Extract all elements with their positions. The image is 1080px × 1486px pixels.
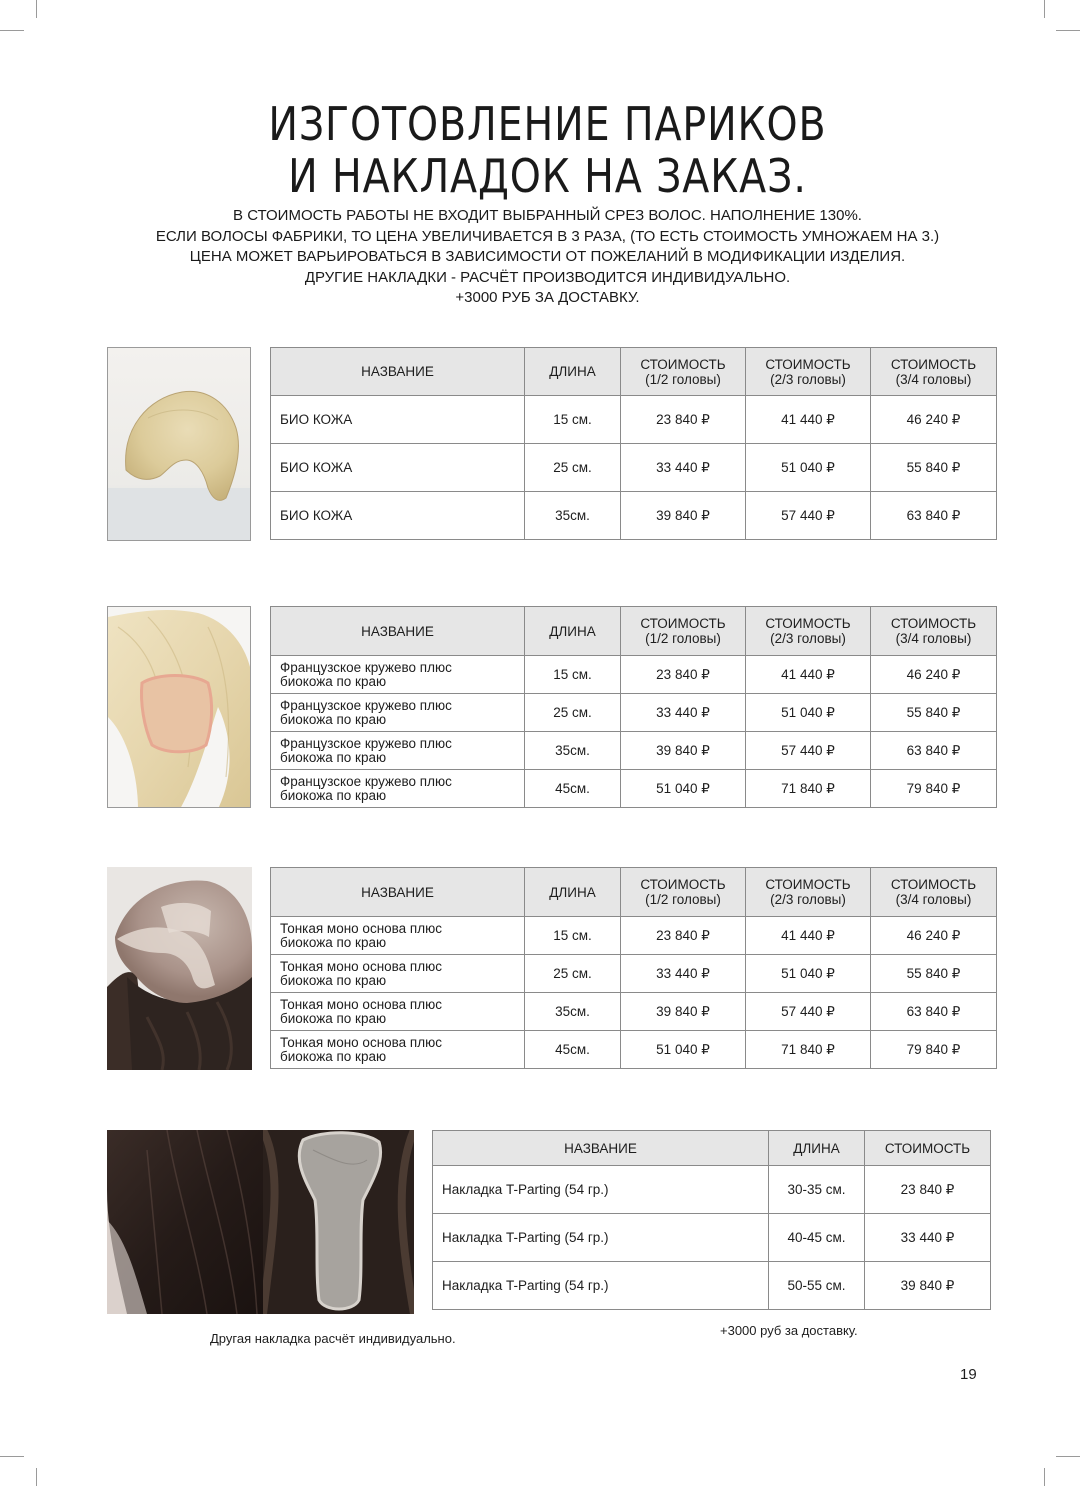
col-header-length: ДЛИНА [525, 607, 621, 656]
col-header-cost-half [621, 868, 746, 917]
note-delivery: +3000 руб за доставку. [720, 1323, 858, 1338]
cell-price: 51 040 ₽ [746, 444, 871, 492]
cell-length: 35см. [525, 732, 621, 770]
bio-skin-base-photo [107, 347, 251, 541]
header-cost: СТОИМОСТЬ [890, 356, 977, 372]
header-cost: СТОИМОСТЬ [765, 877, 851, 892]
col-header-cost: СТОИМОСТЬ [865, 1131, 991, 1166]
col-header-name: НАЗВАНИЕ [271, 607, 525, 656]
cell-name: БИО КОЖА [271, 492, 525, 540]
crop-mark [36, 1468, 37, 1486]
cell-price: 46 240 ₽ [871, 656, 997, 694]
name-line: биокожа по краю [280, 1048, 387, 1064]
intro-text [0, 206, 1080, 309]
cell-name: Накладка T-Parting (54 гр.) [433, 1166, 769, 1214]
cell-name [271, 694, 525, 732]
table-row [271, 917, 997, 955]
price-table-t-parting [432, 1130, 991, 1310]
cell-price: 71 840 ₽ [746, 1031, 871, 1069]
col-header-cost-three-quarters [871, 868, 997, 917]
cell-price: 51 040 ₽ [746, 694, 871, 732]
table-row [433, 1214, 991, 1262]
cell-length: 50-55 см. [769, 1262, 865, 1310]
col-header-cost-two-thirds [746, 607, 871, 656]
cell-length: 30-35 см. [769, 1166, 865, 1214]
intro-line: В СТОИМОСТЬ РАБОТЫ НЕ ВХОДИТ ВЫБРАННЫЙ СРЕЗ ВОЛОС. НАПОЛНЕНИЕ 130%. [233, 207, 862, 224]
col-header-name: НАЗВАНИЕ [271, 348, 525, 396]
cell-name: БИО КОЖА [271, 444, 525, 492]
table-row [433, 1166, 991, 1214]
cell-price: 55 840 ₽ [871, 694, 997, 732]
cell-price: 79 840 ₽ [871, 1031, 997, 1069]
col-header-cost-three-quarters [871, 348, 997, 396]
cell-name [271, 993, 525, 1031]
table-row [271, 694, 997, 732]
t-parting-base-photo [263, 1130, 414, 1314]
cell-length: 35см. [525, 993, 621, 1031]
cell-price: 41 440 ₽ [746, 396, 871, 444]
intro-line: ДРУГИЕ НАКЛАДКИ - РАСЧЁТ ПРОИЗВОДИТСЯ ИНДИВИДУАЛЬНО. [304, 268, 791, 286]
cell-price: 41 440 ₽ [746, 917, 871, 955]
crop-mark [0, 1456, 24, 1457]
cell-price: 23 840 ₽ [621, 917, 746, 955]
french-lace-topper-photo [107, 606, 251, 808]
cell-name [271, 732, 525, 770]
name-line: биокожа по краю [280, 972, 387, 988]
table-row [271, 955, 997, 993]
cell-price: 51 040 ₽ [621, 1031, 746, 1069]
crop-mark [1044, 0, 1045, 18]
cell-name [271, 656, 525, 694]
cell-length: 35см. [525, 492, 621, 540]
cell-price: 46 240 ₽ [871, 396, 997, 444]
crop-mark [1056, 1456, 1080, 1457]
col-header-length: ДЛИНА [769, 1131, 865, 1166]
cell-length: 25 см. [525, 955, 621, 993]
page-title-line: И НАКЛАДОК НА ЗАКАЗ. [288, 149, 807, 203]
cell-length: 45см. [525, 770, 621, 808]
cell-price: 63 840 ₽ [871, 732, 997, 770]
cell-price: 57 440 ₽ [746, 492, 871, 540]
header-portion: (1/2 головы) [645, 892, 721, 907]
cell-length: 25 см. [525, 694, 621, 732]
header-portion: (2/3 головы) [770, 892, 846, 907]
col-header-cost-half [621, 348, 746, 396]
crop-mark [0, 30, 24, 31]
name-line: биокожа по краю [280, 711, 387, 727]
header-cost: СТОИМОСТЬ [640, 616, 726, 631]
table-row [271, 656, 997, 694]
cell-price: 79 840 ₽ [871, 770, 997, 808]
table-row [433, 1262, 991, 1310]
table-row [271, 770, 997, 808]
table-row [271, 492, 997, 540]
mono-base-wig-photo [107, 867, 252, 1070]
cell-price: 33 440 ₽ [865, 1214, 991, 1262]
crop-mark [1044, 1468, 1045, 1486]
col-header-name: НАЗВАНИЕ [433, 1131, 769, 1166]
header-cost: СТОИМОСТЬ [640, 877, 726, 892]
cell-length: 15 см. [525, 917, 621, 955]
name-line: биокожа по краю [280, 934, 387, 950]
cell-price: 39 840 ₽ [621, 993, 746, 1031]
cell-name: Накладка T-Parting (54 гр.) [433, 1214, 769, 1262]
table-row [271, 732, 997, 770]
header-cost: СТОИМОСТЬ [890, 877, 977, 892]
cell-length: 15 см. [525, 396, 621, 444]
cell-length: 25 см. [525, 444, 621, 492]
price-table-french-lace [270, 606, 997, 808]
cell-name: БИО КОЖА [271, 396, 525, 444]
cell-price: 33 440 ₽ [621, 955, 746, 993]
intro-line: +3000 РУБ ЗА ДОСТАВКУ. [455, 289, 640, 306]
price-table-mono-base [270, 867, 997, 1069]
cell-price: 33 440 ₽ [621, 444, 746, 492]
header-cost: СТОИМОСТЬ [765, 616, 851, 631]
cell-price: 23 840 ₽ [865, 1166, 991, 1214]
name-line: Французское кружево плюс [280, 697, 452, 713]
col-header-length: ДЛИНА [525, 868, 621, 917]
cell-price: 39 840 ₽ [621, 492, 746, 540]
cell-price: 33 440 ₽ [621, 694, 746, 732]
page-number: 19 [960, 1366, 977, 1383]
cell-price: 71 840 ₽ [746, 770, 871, 808]
cell-length: 40-45 см. [769, 1214, 865, 1262]
cell-name [271, 955, 525, 993]
header-portion: (3/4 головы) [895, 892, 972, 907]
header-portion: (2/3 головы) [770, 631, 846, 646]
cell-price: 23 840 ₽ [621, 656, 746, 694]
name-line: Французское кружево плюс [280, 659, 452, 675]
header-portion: (1/2 головы) [645, 371, 721, 387]
cell-name [271, 917, 525, 955]
name-line: Французское кружево плюс [280, 773, 452, 789]
page-title-line: ИЗГОТОВЛЕНИЕ ПАРИКОВ [268, 97, 827, 151]
cell-price: 63 840 ₽ [871, 492, 997, 540]
cell-price: 55 840 ₽ [871, 444, 997, 492]
header-portion: (2/3 головы) [770, 371, 846, 387]
cell-price: 51 040 ₽ [746, 955, 871, 993]
table-row [271, 444, 997, 492]
col-header-cost-two-thirds [746, 348, 871, 396]
cell-name: Накладка T-Parting (54 гр.) [433, 1262, 769, 1310]
col-header-cost-three-quarters [871, 607, 997, 656]
intro-line: ЕСЛИ ВОЛОСЫ ФАБРИКИ, ТО ЦЕНА УВЕЛИЧИВАЕТСЯ В 3 РАЗА, (ТО ЕСТЬ СТОИМОСТЬ УМНОЖАЕМ НА 3.) [155, 227, 940, 245]
cell-length: 15 см. [525, 656, 621, 694]
name-line: Тонкая моно основа плюс [280, 1034, 442, 1050]
page-title [77, 98, 1019, 202]
cell-price: 57 440 ₽ [746, 993, 871, 1031]
name-line: Тонкая моно основа плюс [280, 958, 442, 974]
table-row [271, 1031, 997, 1069]
cell-price: 46 240 ₽ [871, 917, 997, 955]
name-line: Французское кружево плюс [280, 735, 452, 751]
cell-price: 23 840 ₽ [621, 396, 746, 444]
header-cost: СТОИМОСТЬ [890, 616, 977, 631]
name-line: Тонкая моно основа плюс [280, 996, 442, 1012]
col-header-cost-two-thirds [746, 868, 871, 917]
cell-price: 39 840 ₽ [865, 1262, 991, 1310]
crop-mark [1056, 30, 1080, 31]
name-line: Тонкая моно основа плюс [280, 920, 442, 936]
header-cost: СТОИМОСТЬ [765, 356, 851, 372]
table-row [271, 396, 997, 444]
table-row [271, 993, 997, 1031]
cell-price: 55 840 ₽ [871, 955, 997, 993]
cell-name [271, 770, 525, 808]
note-other-topper: Другая накладка расчёт индивидуально. [210, 1331, 456, 1346]
header-portion: (3/4 головы) [895, 371, 972, 387]
price-table-bio-skin [270, 347, 997, 540]
col-header-length: ДЛИНА [525, 348, 621, 396]
crop-mark [36, 0, 37, 18]
t-parting-hair-photo [107, 1130, 263, 1314]
cell-price: 39 840 ₽ [621, 732, 746, 770]
cell-price: 51 040 ₽ [621, 770, 746, 808]
cell-price: 57 440 ₽ [746, 732, 871, 770]
cell-length: 45см. [525, 1031, 621, 1069]
cell-price: 63 840 ₽ [871, 993, 997, 1031]
name-line: биокожа по краю [280, 749, 387, 765]
col-header-cost-half [621, 607, 746, 656]
header-portion: (3/4 головы) [895, 631, 972, 646]
header-cost: СТОИМОСТЬ [640, 356, 726, 372]
name-line: биокожа по краю [280, 1010, 387, 1026]
header-portion: (1/2 головы) [645, 631, 721, 646]
name-line: биокожа по краю [280, 673, 387, 689]
col-header-name: НАЗВАНИЕ [271, 868, 525, 917]
cell-name [271, 1031, 525, 1069]
intro-line: ЦЕНА МОЖЕТ ВАРЬИРОВАТЬСЯ В ЗАВИСИМОСТИ ОТ ПОЖЕЛАНИЙ В МОДИФИКАЦИИ ИЗДЕЛИЯ. [189, 248, 906, 265]
cell-price: 41 440 ₽ [746, 656, 871, 694]
name-line: биокожа по краю [280, 787, 387, 803]
